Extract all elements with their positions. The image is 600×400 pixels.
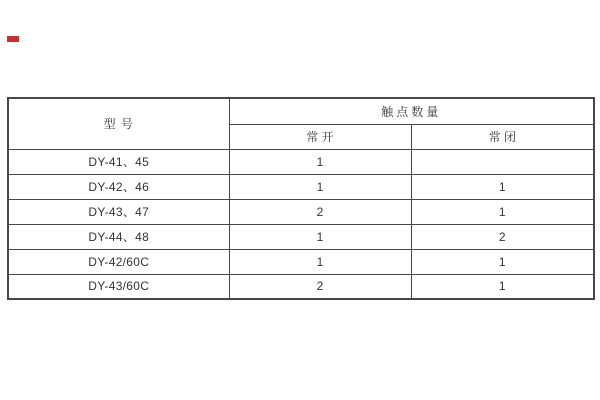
normally-open-header: 常 开 <box>229 124 411 149</box>
normally-closed-cell: 1 <box>411 274 594 299</box>
table-row <box>8 274 594 299</box>
contact-count-group-header: 触点数量 <box>229 98 594 124</box>
normally-closed-cell: 1 <box>411 174 594 199</box>
table-row <box>8 224 594 249</box>
normally-closed-cell <box>411 149 594 174</box>
model-cell: DY-43/60C <box>8 274 229 299</box>
normally-closed-cell: 1 <box>411 199 594 224</box>
normally-open-cell: 2 <box>229 274 411 299</box>
normally-closed-cell: 2 <box>411 224 594 249</box>
normally-open-cell: 1 <box>229 149 411 174</box>
model-cell: DY-44、48 <box>8 224 229 249</box>
model-cell: DY-42、46 <box>8 174 229 199</box>
model-column-header: 型 号 <box>8 98 229 149</box>
model-cell: DY-43、47 <box>8 199 229 224</box>
table-row <box>8 174 594 199</box>
header-row-group <box>8 98 594 124</box>
model-cell: DY-42/60C <box>8 249 229 274</box>
normally-closed-header: 常 闭 <box>411 124 594 149</box>
contact-spec-table <box>7 97 595 300</box>
red-accent-mark <box>7 36 19 42</box>
model-cell: DY-41、45 <box>8 149 229 174</box>
normally-open-cell: 2 <box>229 199 411 224</box>
normally-open-cell: 1 <box>229 249 411 274</box>
table-row <box>8 249 594 274</box>
normally-open-cell: 1 <box>229 174 411 199</box>
table-row <box>8 199 594 224</box>
normally-open-cell: 1 <box>229 224 411 249</box>
table-row <box>8 149 594 174</box>
normally-closed-cell: 1 <box>411 249 594 274</box>
